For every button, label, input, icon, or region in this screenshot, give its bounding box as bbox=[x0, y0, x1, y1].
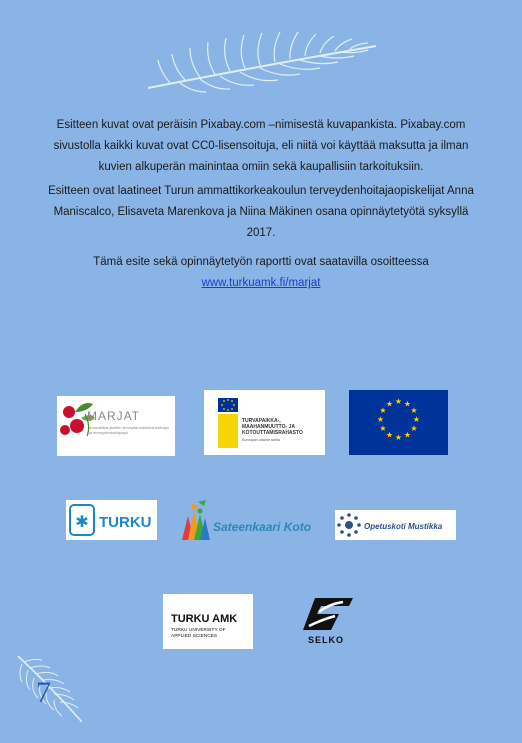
svg-text:★: ★ bbox=[385, 399, 394, 409]
svg-text:★: ★ bbox=[376, 415, 385, 424]
marjat-logo-name: MARJAT bbox=[87, 409, 141, 423]
svg-text:★: ★ bbox=[403, 430, 412, 440]
turvapaikka-line4: Euroopan unionin tuella bbox=[242, 438, 280, 442]
turvapaikka-rahasto-logo bbox=[204, 390, 325, 455]
eu-flag-logo bbox=[349, 390, 448, 455]
turku-amk-logo bbox=[163, 594, 253, 649]
turvapaikka-line3: KOTOUTTAMISRAHASTO bbox=[242, 430, 303, 436]
svg-text:★: ★ bbox=[379, 406, 387, 415]
selko-s-mark-icon bbox=[303, 598, 353, 630]
svg-text:★: ★ bbox=[410, 424, 418, 433]
turvapaikka-line1: TURVAPAIKKA-, bbox=[242, 418, 281, 424]
feather-decoration-top bbox=[140, 26, 380, 96]
authors-paragraph: Esitteen ovat laatineet Turun ammattikorkeakoulun terveydenhoitajaopiskelijat Anna Maniscalco, Elisaveta Marenkova ja Niina Mäkinen osana opinnäytetyötä syksyllä 2017. bbox=[48, 185, 474, 239]
turku-logo-name: TURKU bbox=[99, 514, 152, 531]
eu-stars-icon bbox=[349, 390, 448, 455]
sateenkaari-figures-icon bbox=[182, 500, 210, 540]
availability-text: Tämä esite sekä opinnäytetyön raportti ovat saatavilla osoitteessa bbox=[93, 256, 429, 268]
mustikka-logo-name: Opetuskoti Mustikka bbox=[364, 522, 443, 531]
selko-logo-name: SELKO bbox=[307, 635, 345, 645]
marjat-berries-icon bbox=[57, 396, 175, 456]
tamk-logo-name: TURKU AMK bbox=[171, 613, 238, 625]
svg-text:✱: ✱ bbox=[75, 512, 89, 531]
turku-city-logo bbox=[66, 500, 157, 540]
availability-paragraph bbox=[40, 252, 482, 294]
marjat-logo-tagline: Ammattina yksilön terveyttä edistävä hoitotyö ja terveydenhoitajatyö bbox=[89, 425, 170, 435]
tamk-logo-line2: APPLIED SCIENCES bbox=[171, 634, 218, 639]
svg-text:★: ★ bbox=[412, 415, 421, 424]
mustikka-dots-icon bbox=[337, 513, 361, 537]
svg-text:★: ★ bbox=[379, 424, 387, 433]
tamk-logo-line1: TURKU UNIVERSITY OF bbox=[171, 628, 226, 633]
image-credits-paragraph: Esitteen kuvat ovat peräisin Pixabay.com –nimisestä kuvapankista. Pixabay.com sivustolla kaikki kuvat ovat CC0-lisensoituja, eli niitä voi käyttää maksutta ja ilman kuvien alkuperän mainintaa omiin sekä kaupallisiin tarkoituksiin. bbox=[53, 119, 469, 173]
svg-text:★: ★ bbox=[410, 406, 418, 415]
svg-text:★: ★ bbox=[403, 399, 412, 409]
turvapaikka-line2: MAAHANMUUTTO- JA bbox=[242, 424, 295, 430]
marjat-logo bbox=[57, 396, 175, 456]
yellow-bar-icon bbox=[218, 414, 238, 448]
page-number: 7 bbox=[36, 676, 51, 709]
marjat-link[interactable]: www.turkuamk.fi/marjat bbox=[201, 277, 321, 289]
opetuskoti-mustikka-logo bbox=[335, 510, 456, 540]
selko-logo bbox=[293, 592, 359, 647]
svg-text:★: ★ bbox=[394, 397, 403, 406]
sateenkaari-koto-logo bbox=[178, 500, 318, 542]
sateenkaari-logo-name: Sateenkaari Koto bbox=[213, 520, 312, 534]
svg-text:★: ★ bbox=[394, 433, 403, 442]
svg-text:★: ★ bbox=[385, 430, 394, 440]
